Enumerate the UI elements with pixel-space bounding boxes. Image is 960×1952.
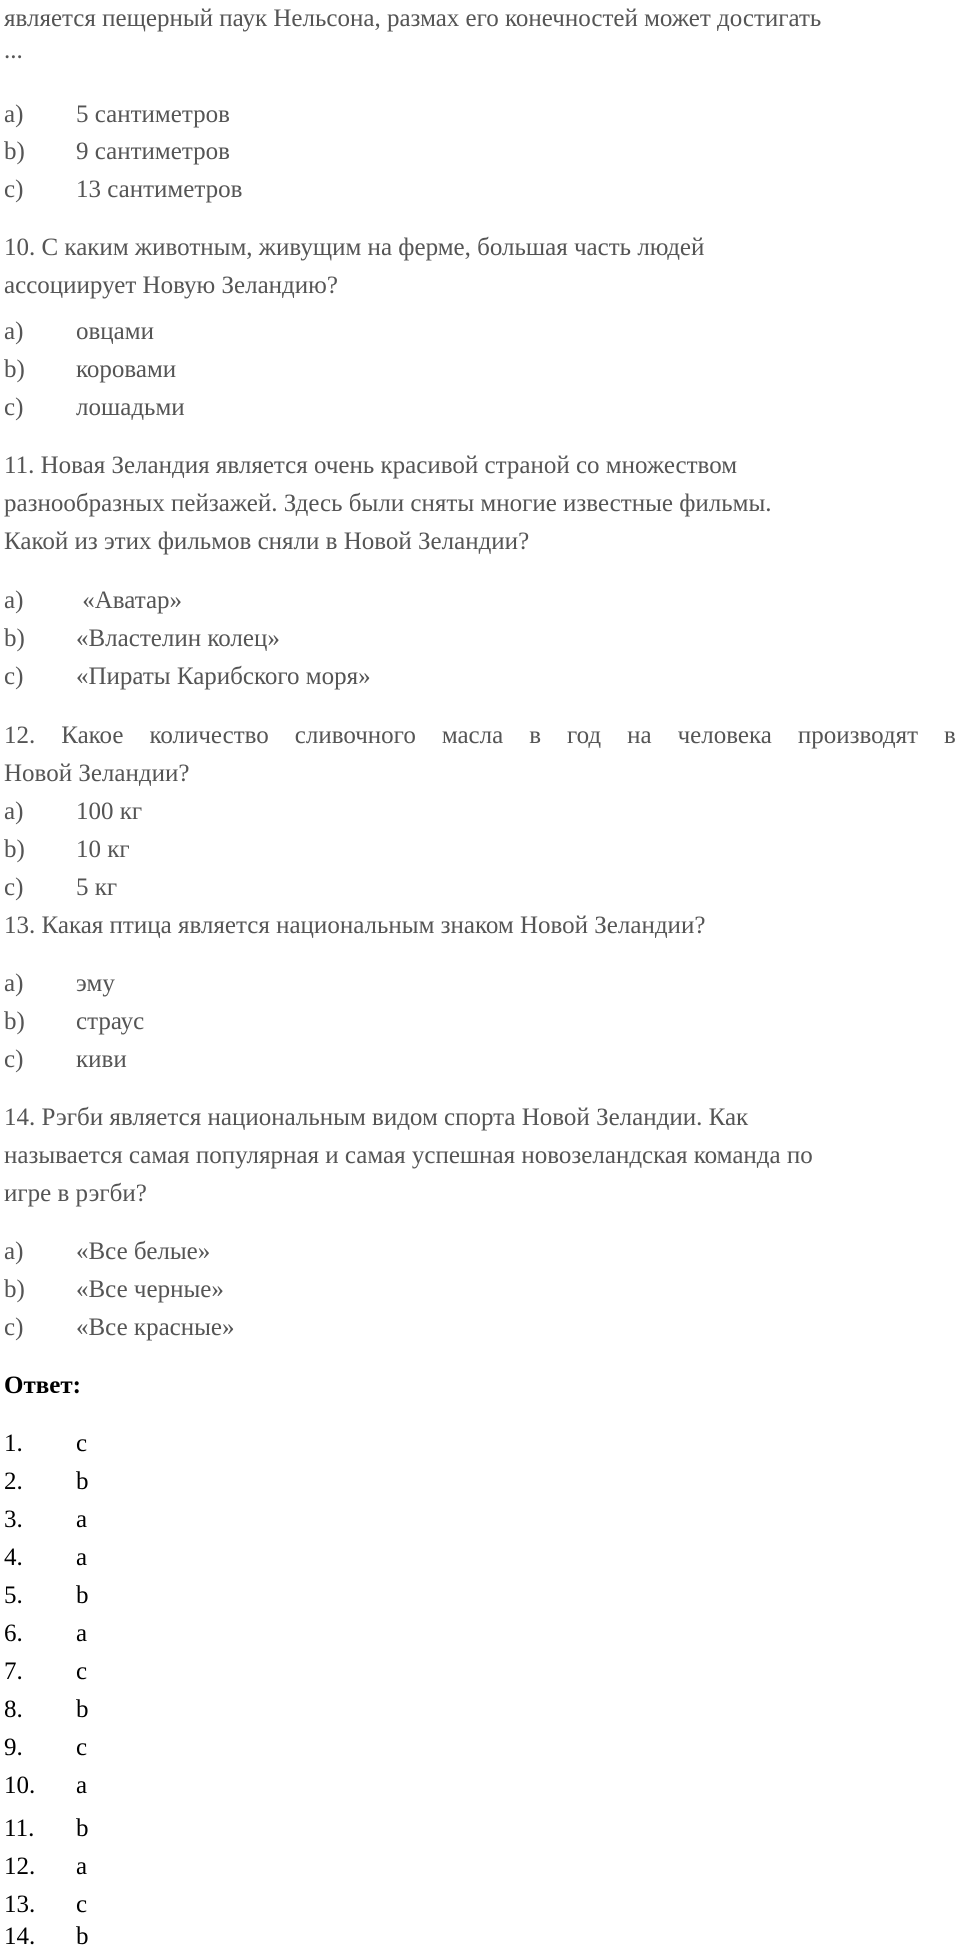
option-letter: c) [4,663,24,690]
answer-value: c [76,1430,88,1457]
q13-option-a [4,969,115,999]
q10-text-line-2: ассоциирует Новую Зеландию? [4,272,338,299]
answer-value: b [76,1923,89,1950]
option-text: «Аватар» [76,587,183,614]
option-text: страус [76,1008,145,1035]
answer-value: b [76,1582,89,1609]
q10-option-b [4,355,176,385]
answer-number: 10. [4,1772,36,1799]
q11-option-b [4,624,280,654]
answer-number: 13. [4,1891,36,1918]
q12-text-line-2: Новой Зеландии? [4,760,190,787]
q12-word: масла [441,722,504,749]
q12-word: в [944,722,956,749]
option-letter: c) [4,874,24,901]
option-text: овцами [76,318,154,345]
answer-value: a [76,1772,88,1799]
answer-item [4,1429,87,1459]
option-text: «Все черные» [76,1276,224,1303]
answer-number: 11. [4,1815,35,1842]
answer-item [4,1771,87,1801]
option-letter: a) [4,798,24,825]
option-text: «Все красные» [76,1314,235,1341]
answer-value: a [76,1620,88,1647]
answer-item [4,1733,87,1763]
option-letter: a) [4,970,24,997]
option-letter: c) [4,176,24,203]
answer-value: a [76,1506,88,1533]
option-letter: b) [4,1276,25,1303]
option-letter: c) [4,1046,24,1073]
answer-number: 12. [4,1853,36,1880]
option-text: 5 кг [76,874,118,901]
answer-number: 9. [4,1734,23,1761]
answer-number: 3. [4,1506,23,1533]
answer-value: a [76,1544,88,1571]
q12-word: Какое [61,722,124,749]
q12-word: количество [149,722,269,749]
q11-text-line-3: Какой из этих фильмов сняли в Новой Зеландии? [4,528,530,555]
answer-number: 5. [4,1582,23,1609]
q12-word: год [567,722,602,749]
option-text: коровами [76,356,177,383]
option-letter: b) [4,356,25,383]
option-letter: a) [4,587,24,614]
q12-word: 12. [4,722,36,749]
option-text: 100 кг [76,798,143,825]
answers-heading: Ответ: [4,1372,81,1399]
answer-item [4,1543,87,1573]
option-letter: b) [4,1008,25,1035]
option-text: эму [76,970,115,997]
q12-option-b [4,835,130,865]
answer-item [4,1657,87,1687]
q12-option-a [4,797,142,827]
option-letter: c) [4,394,24,421]
answer-item [4,1814,89,1844]
option-letter: b) [4,836,25,863]
answer-number: 7. [4,1658,23,1685]
answer-item [4,1619,87,1649]
answer-item [4,1505,87,1535]
q12-word: на [627,722,652,749]
q9-option-b [4,137,230,167]
q12-word: производят [797,722,919,749]
q12-text-line-1 [4,721,956,751]
q11-option-a [4,586,182,616]
q12-word: в [529,722,542,749]
q12-word: человека [677,722,772,749]
answer-item [4,1922,89,1952]
answer-value: b [76,1815,89,1842]
answer-number: 4. [4,1544,23,1571]
option-letter: b) [4,625,25,652]
q9-text-line-2: ... [4,37,23,64]
option-text: «Все белые» [76,1238,211,1265]
answer-number: 8. [4,1696,23,1723]
option-letter: c) [4,1314,24,1341]
option-text: «Пираты Карибского моря» [76,663,371,690]
answer-value: c [76,1658,88,1685]
answer-number: 1. [4,1430,23,1457]
q11-option-c [4,662,371,692]
option-text: киви [76,1046,127,1073]
answer-number: 6. [4,1620,23,1647]
q14-text-line-1: 14. Рэгби является национальным видом спорта Новой Зеландии. Как [4,1104,749,1131]
q11-text-line-2: разнообразных пейзажей. Здесь были сняты многие известные фильмы. [4,490,772,517]
q10-text-line-1: 10. С каким животным, живущим на ферме, большая часть людей [4,234,705,261]
answer-value: b [76,1468,89,1495]
option-letter: a) [4,318,24,345]
answer-number: 14. [4,1923,36,1950]
q9-text-line-1: является пещерный паук Нельсона, размах его конечностей может достигать [4,5,822,32]
q14-option-c [4,1313,235,1343]
q12-option-c [4,873,117,903]
option-text: «Властелин колец» [76,625,280,652]
q11-text-line-1: 11. Новая Зеландия является очень красивой страной со множеством [4,452,738,479]
option-letter: a) [4,1238,24,1265]
answer-value: a [76,1853,88,1880]
q13-option-c [4,1045,127,1075]
answer-item [4,1852,87,1882]
answer-value: b [76,1696,89,1723]
q14-option-b [4,1275,224,1305]
option-text: лошадьми [76,394,185,421]
answer-value: c [76,1891,88,1918]
option-text: 10 кг [76,836,130,863]
q13-text-line-1: 13. Какая птица является национальным знаком Новой Зеландии? [4,912,706,939]
answer-item [4,1467,89,1497]
option-text: 9 сантиметров [76,138,230,165]
q14-option-a [4,1237,210,1267]
option-letter: a) [4,101,24,128]
q13-option-b [4,1007,144,1037]
q9-option-a [4,100,230,130]
q12-word: сливочного [294,722,416,749]
option-text: 13 сантиметров [76,176,243,203]
option-letter: b) [4,138,25,165]
answer-number: 2. [4,1468,23,1495]
answer-item [4,1581,89,1611]
q10-option-a [4,317,154,347]
q10-option-c [4,393,185,423]
option-text: 5 сантиметров [76,101,230,128]
answer-item [4,1695,89,1725]
q14-text-line-3: игре в рэгби? [4,1180,147,1207]
answer-item [4,1890,87,1920]
answer-value: c [76,1734,88,1761]
q14-text-line-2: называется самая популярная и самая успешная новозеландская команда по [4,1142,813,1169]
q9-option-c [4,175,242,205]
